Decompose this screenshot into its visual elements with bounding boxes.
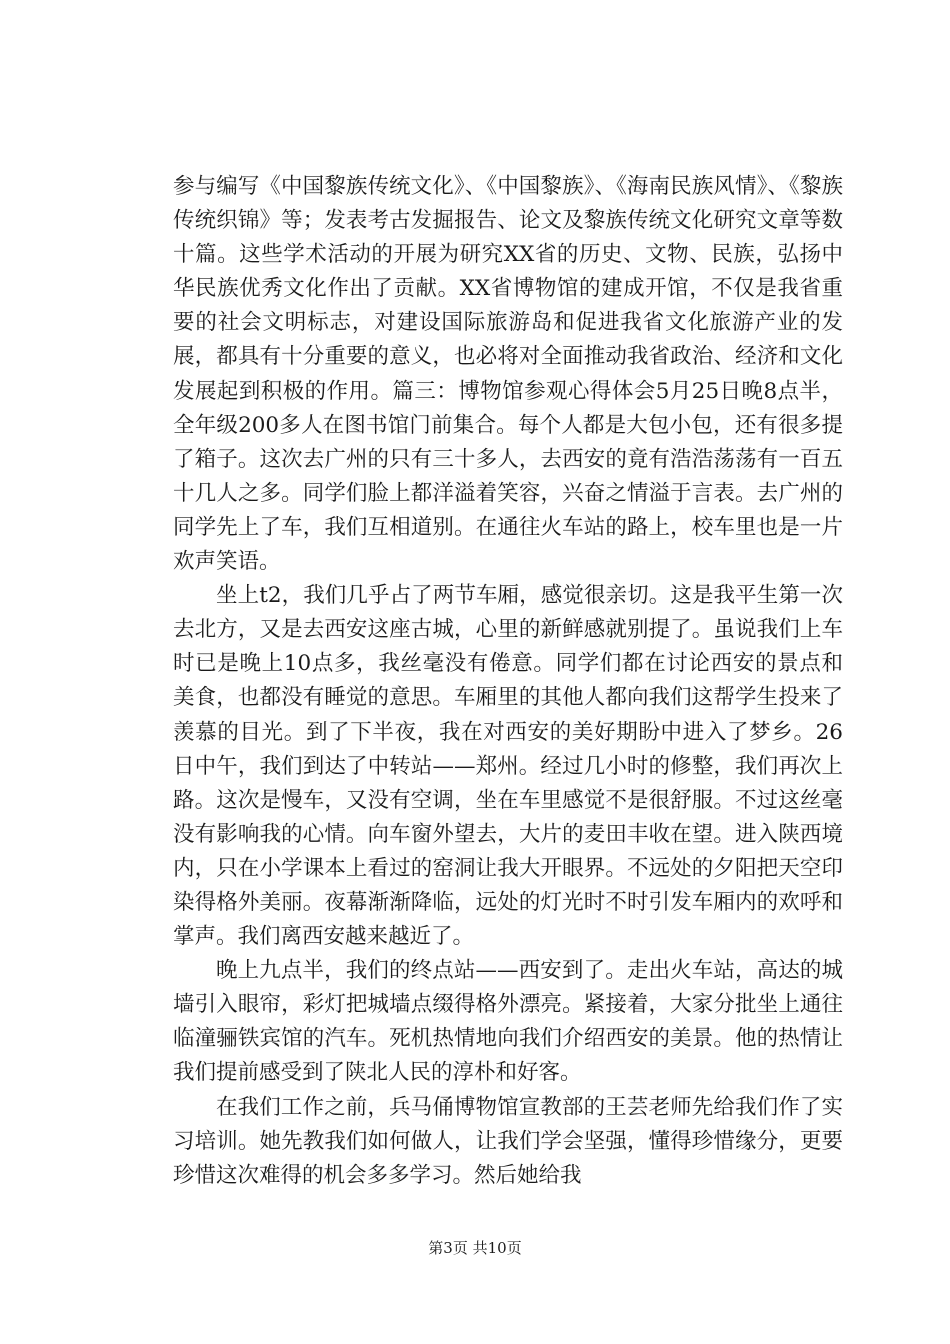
document-body (173, 170, 843, 1193)
paragraph-3: 晚上九点半，我们的终点站——西安到了。走出火车站，高达的城墙引入眼帘，彩灯把城墙点缀得格外漂亮。紧接着，大家分批坐上通往临潼骊铁宾馆的汽车。死机热情地向我们介绍西安的美景。他的热情让我们提前感受到了陕北人民的淳朴和好客。 (173, 958, 843, 1086)
page-number-footer: 第3页 共10页 (428, 1239, 522, 1257)
paragraph-4: 在我们工作之前，兵马俑博物馆宣教部的王芸老师先给我们作了实习培训。她先教我们如何做人，让我们学会坚强，懂得珍惜缘分，更要珍惜这次难得的机会多多学习。然后她给我 (173, 1094, 843, 1188)
paragraph-1: 参与编写《中国黎族传统文化》、《中国黎族》、《海南民族风情》、《黎族传统织锦》等；发表考古发掘报告、论文及黎族传统文化研究文章等数十篇。这些学术活动的开展为研究XX省的历史、文物、民族，弘扬中华民族优秀文化作出了贡献。XX省博物馆的建成开馆，不仅是我省重要的社会文明标志，对建设国际旅游岛和促进我省文化旅游产业的发展，都具有十分重要的意义，也必将对全面推动我省政治、经济和文化发展起到积极的作用。篇三：博物馆参观心得体会5月25日晚8点半，全年级200多人在图书馆门前集合。每个人都是大包小包，还有很多提了箱子。这次去广州的只有三十多人，去西安的竟有浩浩荡荡有一百五十几人之多。同学们脸上都洋溢着笑容，兴奋之情溢于言表。去广州的同学先上了车，我们互相道别。在通往火车站的路上，校车里也是一片欢声笑语。 (173, 174, 843, 575)
paragraph-2: 坐上t2，我们几乎占了两节车厢，感觉很亲切。这是我平生第一次去北方，又是去西安这座古城，心里的新鲜感就别提了。虽说我们上车时已是晚上10点多，我丝毫没有倦意。同学们都在讨论西安的景点和美食，也都没有睡觉的意思。车厢里的其他人都向我们这帮学生投来了羡慕的目光。到了下半夜，我在对西安的美好期盼中进入了梦乡。26日中午，我们到达了中转站——郑州。经过几小时的修整，我们再次上路。这次是慢车，又没有空调，坐在车里感觉不是很舒服。不过这丝毫没有影响我的心情。向车窗外望去，大片的麦田丰收在望。进入陕西境内，只在小学课本上看过的窑洞让我大开眼界。不远处的夕阳把天空印染得格外美丽。夜幕渐渐降临，远处的灯光时不时引发车厢内的欢呼和掌声。我们离西安越来越近了。 (173, 583, 843, 950)
